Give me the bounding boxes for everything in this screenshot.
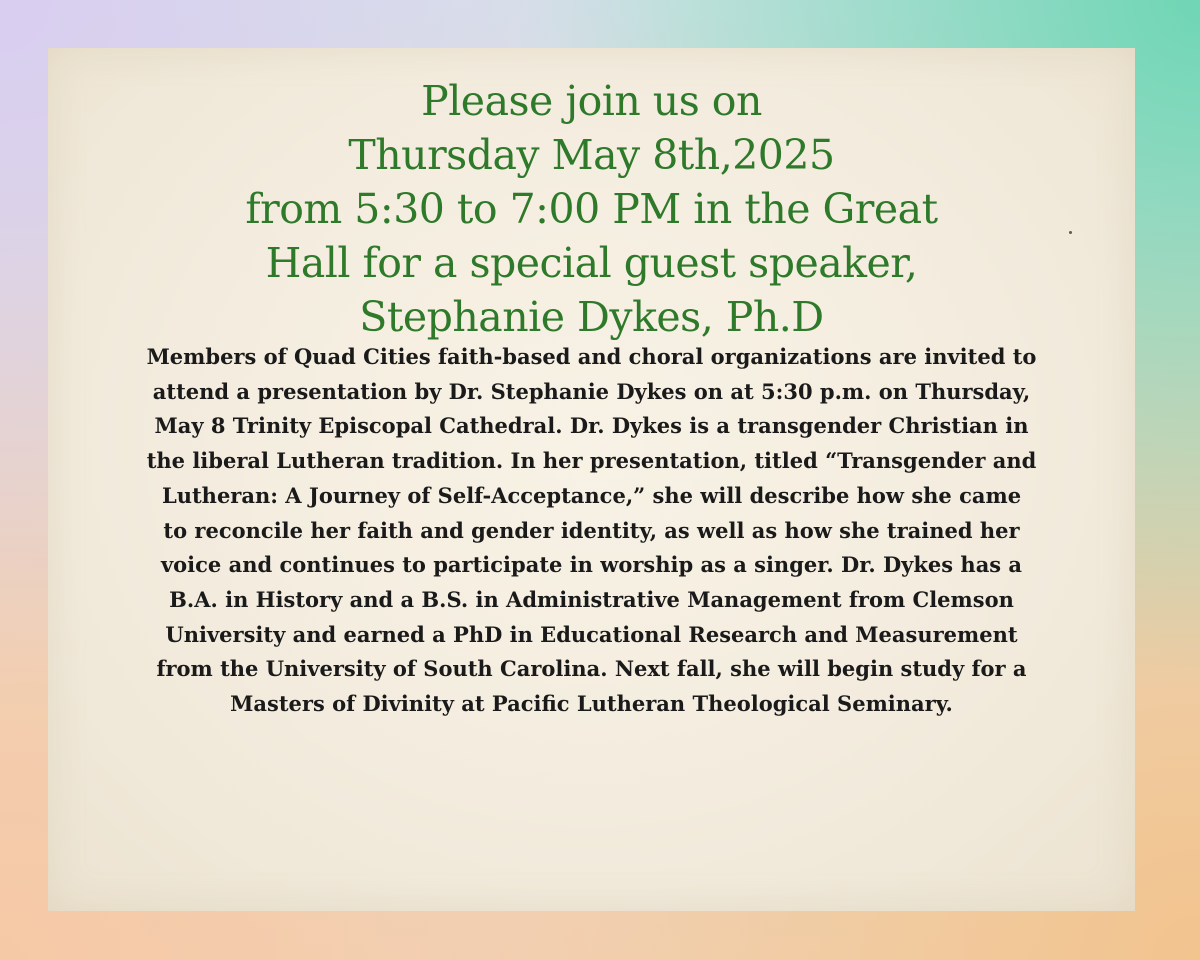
headline-line: Hall for a special guest speaker,	[265, 239, 918, 287]
description-line: to reconcile her faith and gender identity, as well as how she trained her	[163, 517, 1020, 543]
description-line: B.A. in History and a B.S. in Administrative Management from Clemson	[169, 586, 1014, 612]
description-line: Members of Quad Cities faith-based and choral organizations are invited to	[146, 344, 1037, 369]
event-description	[78, 340, 1105, 722]
description-line: voice and continues to participate in worship as a singer. Dr. Dykes has a	[160, 552, 1023, 578]
description-line: from the University of South Carolina. Next fall, she will begin study for a	[156, 656, 1027, 682]
paper-speck	[1069, 231, 1072, 234]
description-line: the liberal Lutheran tradition. In her presentation, titled “Transgender and	[146, 448, 1037, 474]
description-line: May 8 Trinity Episcopal Cathedral. Dr. Dykes is a transgender Christian in	[154, 413, 1029, 439]
description-line: attend a presentation by Dr. Stephanie Dykes on at 5:30 p.m. on Thursday,	[152, 378, 1031, 404]
headline-line: Please join us on	[421, 77, 762, 125]
event-headline	[48, 74, 1135, 344]
parchment-card	[48, 48, 1135, 911]
description-line: Masters of Divinity at Pacific Lutheran Theological Seminary.	[230, 691, 953, 717]
headline-line: from 5:30 to 7:00 PM in the Great	[245, 185, 938, 233]
headline-line: Stephanie Dykes, Ph.D	[359, 293, 824, 341]
description-line: Lutheran: A Journey of Self-Acceptance,” she will describe how she came	[161, 482, 1022, 508]
description-line: University and earned a PhD in Educational Research and Measurement	[165, 621, 1018, 647]
headline-line: Thursday May 8th,2025	[348, 131, 835, 179]
